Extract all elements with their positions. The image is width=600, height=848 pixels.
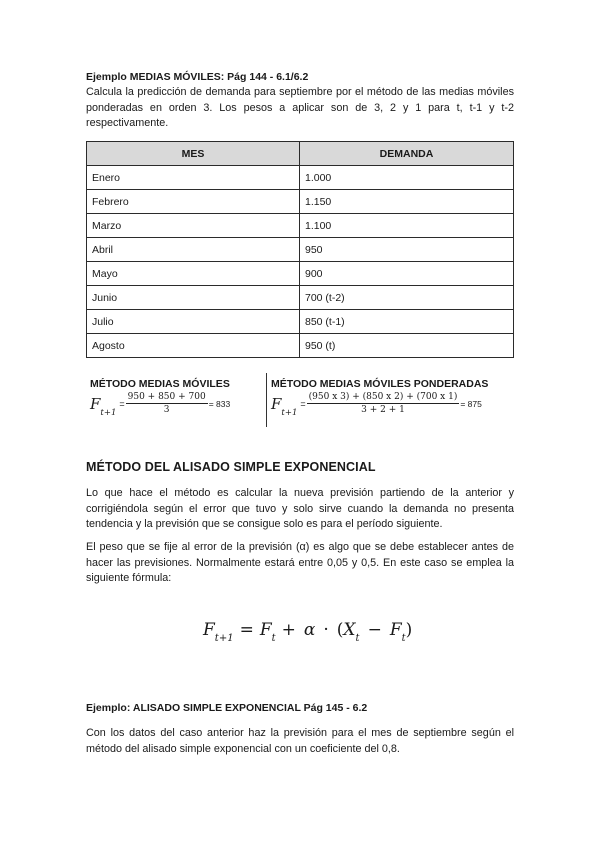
actual-demand-subscript: t [355,633,360,644]
cell-mes: Enero [87,166,300,190]
forecast-next-symbol: F [203,620,215,640]
forecast-symbol: F [389,620,402,640]
table-row [87,166,514,190]
weighted-ma-result: = 875 [460,398,482,409]
cell-demanda: 950 (t) [300,334,514,358]
table-row [87,190,514,214]
multiply-dot: · [323,620,329,640]
minus-sign: − [367,620,382,640]
actual-demand-symbol: X [343,620,356,640]
forecast-symbol: F [271,394,282,413]
example1-heading: Ejemplo MEDIAS MÓVILES: Pág 144 - 6.1/6.2 [86,71,309,83]
forecast-current-symbol: F [259,620,272,640]
table-row [87,334,514,358]
cell-mes: Febrero [87,190,300,214]
fraction-numerator: 950 + 850 + 700 [127,392,206,402]
simple-ma-formula [90,392,231,418]
forecast-subscript: t+1 [281,407,298,418]
alisado-paragraph-2: El peso que se fije al error de la previsión (α) es algo que se debe establecer antes de hacer las previsiones. Normalmente estará entre 0,05 y 0,5. En este caso se emplea la siguiente fórmula: [86,541,514,584]
simple-ma-result: = 833 [208,398,231,409]
cell-mes: Marzo [87,214,300,238]
simple-ma-fraction [126,392,208,415]
fraction-numerator: (950 x 3) + (850 x 2) + (700 x 1) [308,392,458,402]
cell-demanda: 1.150 [300,190,514,214]
table-row [87,238,514,262]
table-row [87,262,514,286]
cell-mes: Junio [87,286,300,310]
weighted-ma-fraction [307,392,460,415]
example1-text: Calcula la predicción de demanda para septiembre por el método de las medias móviles ponderadas en orden 3. Los pesos a aplicar son de 3, 2 y 1 para t, t-1 y t-2 respectivamente. [86,86,514,129]
alisado-section-title: MÉTODO DEL ALISADO SIMPLE EXPONENCIAL [86,460,376,474]
column-header-mes: MES [87,142,300,166]
equals-sign: = [300,398,306,409]
weighted-ma-formula [271,392,482,418]
cell-mes: Mayo [87,262,300,286]
cell-demanda: 950 [300,238,514,262]
table-header-row [87,142,514,166]
equals-sign: = [239,620,254,640]
alisado-paragraph-1: Lo que hace el método es calcular la nueva previsión partiendo de la anterior y corrigiéndola según el error que tuvo y solo sirve cuando la demanda no presenta tendencia y la previsión que se consigue solo es para el período siguiente. [86,487,514,530]
example2-text: Con los datos del caso anterior haz la previsión para el mes de septiembre según el método del alisado simple exponencial con un coeficiente del 0,8. [86,727,514,755]
weighted-ma-title: MÉTODO MEDIAS MÓVILES PONDERADAS [271,378,489,390]
fraction-denominator: 3 + 2 + 1 [361,405,405,415]
forecast-subscript: t+1 [100,407,117,418]
alpha-symbol: α [303,620,316,640]
demand-table [86,141,514,358]
formula-divider [266,373,267,427]
cell-demanda: 850 (t-1) [300,310,514,334]
cell-mes: Agosto [87,334,300,358]
left-paren: ( [336,620,344,640]
table-row [87,310,514,334]
cell-mes: Abril [87,238,300,262]
column-header-demanda: DEMANDA [300,142,514,166]
simple-ma-title: MÉTODO MEDIAS MÓVILES [90,378,230,390]
forecast-subscript: t [401,633,406,644]
table-row [87,286,514,310]
plus-sign: + [281,620,296,640]
cell-mes: Julio [87,310,300,334]
example2-heading: Ejemplo: ALISADO SIMPLE EXPONENCIAL Pág 145 - 6.2 [86,702,368,714]
forecast-current-subscript: t [271,633,276,644]
cell-demanda: 1.000 [300,166,514,190]
cell-demanda: 700 (t-2) [300,286,514,310]
cell-demanda: 900 [300,262,514,286]
alisado-formula [203,620,413,644]
cell-demanda: 1.100 [300,214,514,238]
fraction-denominator: 3 [163,405,170,415]
forecast-symbol: F [90,394,101,413]
table-row [87,214,514,238]
equals-sign: = [119,398,125,409]
right-paren: ) [405,620,413,640]
forecast-next-subscript: t+1 [214,633,234,644]
